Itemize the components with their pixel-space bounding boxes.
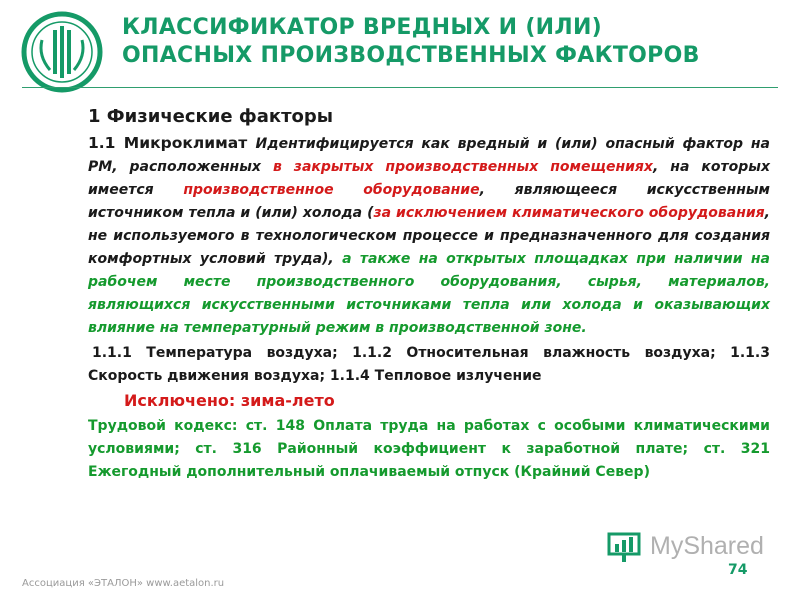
p1-text-g: , не используемого в технологическом процессе и предназначенного для создания комфортных условий труда), (88, 205, 770, 267)
subfactors-list: 1.1.1 Температура воздуха; 1.1.2 Относительная влажность воздуха; 1.1.3 Скорость движения воздуха; 1.1.4 Тепловое излучение (88, 345, 770, 384)
p1-text-e: , являющееся искусственным источником тепла и (или) холода ( (88, 182, 770, 221)
title-line-1: КЛАССИФИКАТОР ВРЕДНЫХ И (ИЛИ) (122, 15, 603, 40)
association-logo (20, 10, 104, 94)
microclimate-lead: 1.1 Микроклимат (88, 134, 256, 152)
page-number: 74 (728, 562, 748, 578)
p1-red-equipment: производственное оборудование (183, 182, 480, 198)
slide-content (88, 104, 770, 484)
p1-red-closed-rooms: в закрытых производственных помещениях (272, 159, 653, 175)
watermark-text: MyShared (650, 532, 764, 560)
excluded-note: Исключено: зима-лето (124, 391, 335, 410)
footer-association: Ассоциация «ЭТАЛОН» www.aetalon.ru (22, 578, 225, 589)
p1-text-a: Идентифицируется как вредный и (или) опасный фактор на РМ, расположенных (88, 136, 770, 175)
microclimate-paragraph (88, 132, 770, 340)
section-heading: 1 Физические факторы (88, 106, 334, 127)
myshared-watermark (606, 531, 774, 567)
slide-title (122, 14, 782, 70)
presentation-icon (606, 531, 646, 565)
p1-text-c: , на которых имеется (88, 159, 770, 198)
title-divider (22, 87, 778, 88)
p1-red-exception: за исключением климатического оборудования (373, 205, 765, 221)
p1-green-open-areas: а также на открытых площадках при наличии на рабочем месте производственного оборудования, сырья, материалов, являющихся искусственными источниками тепла или холода и оказывающих влияние на температурный режим в производственной зоне. (88, 251, 770, 336)
title-line-2: ОПАСНЫХ ПРОИЗВОДСТВЕННЫХ ФАКТОРОВ (122, 43, 700, 68)
labor-code-paragraph: Трудовой кодекс: ст. 148 Оплата труда на работах с особыми климатическими условиями; ст. 316 Районный коэффициент к заработной плате; ст. 321 Ежегодный дополнительный оплачиваемый отпуск (Крайний Север) (88, 418, 770, 480)
